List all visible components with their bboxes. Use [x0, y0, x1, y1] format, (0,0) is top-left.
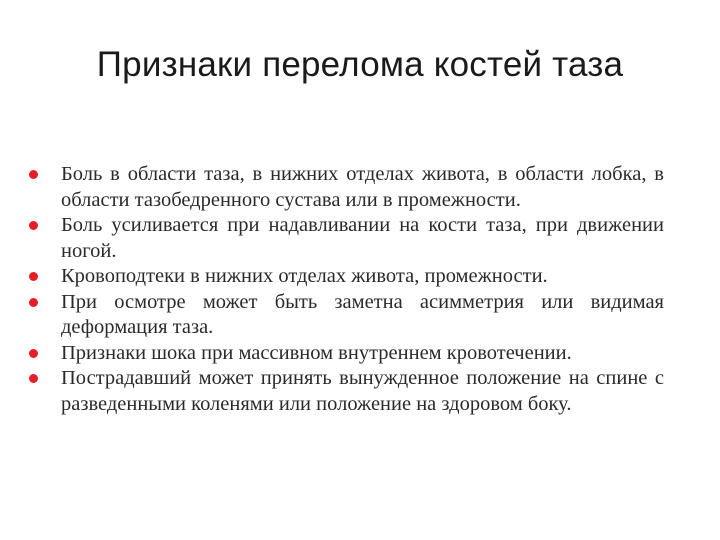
bullet-text: Боль усиливается при надавливании на кости таза, при движении ногой.: [61, 214, 664, 262]
bullet-dot-icon: [29, 374, 38, 383]
bullet-dot-icon: [29, 349, 38, 358]
bullet-dot-icon: [29, 272, 38, 281]
bullet-item: [26, 213, 664, 264]
bullet-item: [26, 264, 664, 290]
bullet-dot-icon: [29, 298, 38, 307]
bullet-text: При осмотре может быть заметна асимметрия или видимая деформация таза.: [61, 290, 664, 338]
bullet-item: [26, 366, 664, 417]
bullet-item: [26, 341, 664, 367]
bullet-text: Пострадавший может принять вынужденное положение на спине с разведенными коленями или положение на здоровом боку.: [61, 367, 664, 415]
bullet-list: [26, 162, 664, 417]
bullet-item: [26, 162, 664, 213]
bullet-dot-icon: [29, 221, 38, 230]
bullet-item: [26, 290, 664, 341]
bullet-text: Кровоподтеки в нижних отделах живота, промежности.: [61, 265, 548, 287]
bullet-dot-icon: [29, 170, 38, 179]
bullet-text: Признаки шока при массивном внутреннем кровотечении.: [61, 341, 572, 364]
bullet-text: Боль в области таза, в нижних отделах живота, в области лобка, в области тазобедренного сустава или в промежности.: [61, 163, 664, 211]
slide-title: Признаки перелома костей таза: [96, 45, 624, 84]
